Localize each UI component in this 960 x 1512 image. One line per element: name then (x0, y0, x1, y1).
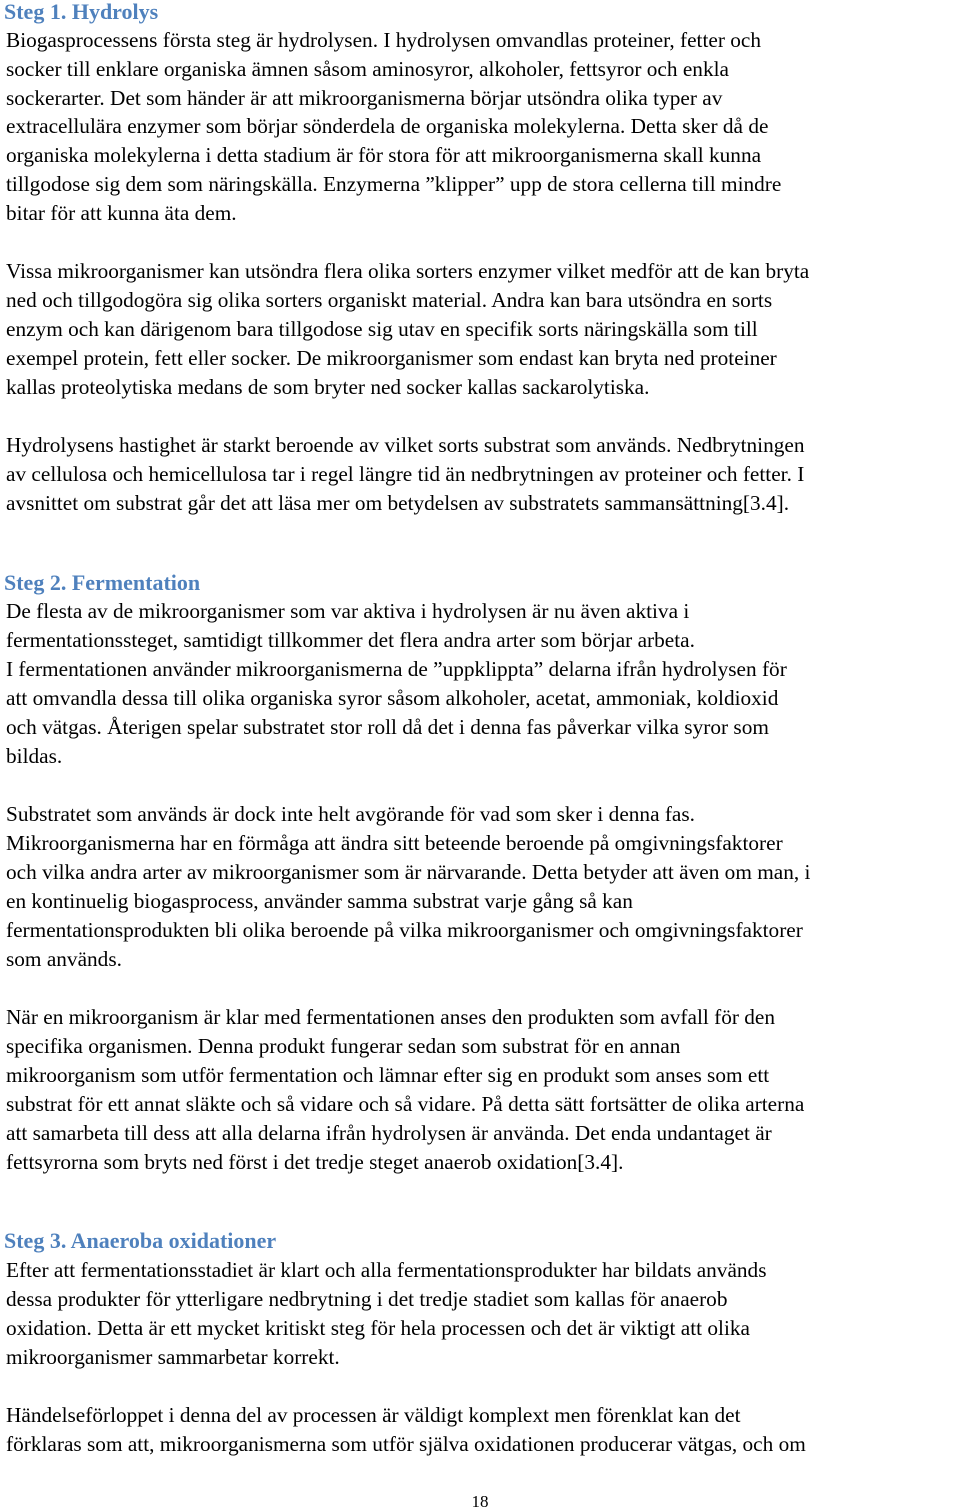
text-line: Händelseförloppet i denna del av processen är väldigt komplext men förenklat kan det (6, 1403, 741, 1427)
text-line: substrat för ett annat släkte och så vidare och så vidare. På detta sätt fortsätter de olika arterna (6, 1092, 805, 1116)
text-line: tillgodose sig dem som näringskälla. Enzymerna ”klipper” upp de stora cellerna till mindre (6, 172, 782, 196)
text-line: organiska molekylerna i detta stadium är för stora för att mikroorganismerna skall kunna (6, 143, 762, 167)
step-label: Steg 3. (4, 1228, 67, 1253)
text-line: kallas proteolytiska medans de som bryter ned socker kallas sackarolytiska. (6, 375, 650, 399)
text-line: Biogasprocessens första steg är hydrolysen. I hydrolysen omvandlas proteiner, fetter och (6, 28, 761, 52)
text-line: av cellulosa och hemicellulosa tar i regel längre tid än nedbrytningen av proteiner och fetter. I (6, 462, 805, 486)
step-label: Steg 2. (4, 570, 67, 595)
section-heading-anaeroba-oxidationer (4, 1226, 276, 1255)
page-number: 18 (471, 1492, 489, 1511)
text-line: förklaras som att, mikroorganismerna som utför själva oxidationen producerar vätgas, och om (6, 1432, 806, 1456)
section-heading-fermentation (4, 568, 200, 597)
text-line: Mikroorganismerna har en förmåga att ändra sitt beteende beroende på omgivningsfaktorer (6, 831, 783, 855)
text-line: fermentationsprodukten bli olika beroende på vilka mikroorganismer och omgivningsfaktorer (6, 918, 803, 942)
text-line: fettsyrorna som bryts ned först i det tredje steget anaerob oxidation[3.4]. (6, 1150, 624, 1174)
text-line: fermentationssteget, samtidigt tillkommer det flera andra arter som börjar arbeta. (6, 628, 695, 652)
text-line: enzym och kan därigenom bara tillgodose sig utav en specifik sorts näringskälla som till (6, 317, 758, 341)
text-line: extracellulära enzymer som börjar sönderdela de organiska molekylerna. Detta sker då de (6, 114, 769, 138)
text-line: och vilka andra arter av mikroorganismer som är närvarande. Detta betyder att även om man, i (6, 860, 811, 884)
text-line: bildas. (6, 744, 63, 768)
text-line: mikroorganism som utför fermentation och lämnar efter sig en produkt som anses som ett (6, 1063, 770, 1087)
text-line: I fermentationen använder mikroorganismerna de ”uppklippta” delarna ifrån hydrolysen för (6, 657, 787, 681)
text-line: oxidation. Detta är ett mycket kritiskt steg för hela processen och det är viktigt att olika (6, 1316, 750, 1340)
text-line: bitar för att kunna äta dem. (6, 201, 237, 225)
text-line: Hydrolysens hastighet är starkt beroende av vilket sorts substrat som används. Nedbrytningen (6, 433, 805, 457)
text-line: och vätgas. Återigen spelar substratet stor roll då det i denna fas påverkar vilka syror som (6, 715, 769, 739)
text-line: som används. (6, 947, 122, 971)
text-line: att omvandla dessa till olika organiska syror såsom alkoholer, acetat, ammoniak, koldioxid (6, 686, 779, 710)
text-line: att samarbeta till dess att alla delarna ifrån hydrolysen är använda. Det enda undantaget är (6, 1121, 772, 1145)
text-line: Efter att fermentationsstadiet är klart och alla fermentationsprodukter har bildats används (6, 1258, 767, 1282)
text-line: De flesta av de mikroorganismer som var aktiva i hydrolysen är nu även aktiva i (6, 599, 690, 623)
text-line: mikroorganismer sammarbetar korrekt. (6, 1345, 340, 1369)
step-title: Hydrolys (71, 0, 159, 24)
text-line: avsnittet om substrat går det att läsa mer om betydelsen av substratets sammansättning[3.4]. (6, 491, 790, 515)
text-line: en kontinuelig biogasprocess, använder samma substrat varje gång så kan (6, 889, 633, 913)
text-line: Vissa mikroorganismer kan utsöndra flera olika sorters enzymer vilket medför att de kan bryta (6, 259, 810, 283)
text-line: sockerarter. Det som händer är att mikroorganismerna börjar utsöndra olika typer av (6, 86, 723, 110)
text-line: specifika organismen. Denna produkt fungerar sedan som substrat för en annan (6, 1034, 681, 1058)
text-line: När en mikroorganism är klar med fermentationen anses den produkten som avfall för den (6, 1005, 776, 1029)
text-line: exempel protein, fett eller socker. De mikroorganismer som endast kan bryta ned proteiner (6, 346, 777, 370)
step-title: Anaeroba oxidationer (70, 1228, 277, 1253)
section-heading-hydrolys (4, 0, 158, 26)
text-line: socker till enklare organiska ämnen såsom aminosyror, alkoholer, fettsyror och enkla (6, 57, 729, 81)
text-line: ned och tillgodogöra sig olika sorters organiskt material. Andra kan bara utsöndra en sorts (6, 288, 773, 312)
text-line: dessa produkter för ytterligare nedbrytning i det tredje stadiet som kallas för anaerob (6, 1287, 728, 1311)
step-label: Steg 1. (4, 0, 67, 24)
step-title: Fermentation (71, 570, 201, 595)
text-line: Substratet som används är dock inte helt avgörande för vad som sker i denna fas. (6, 802, 695, 826)
